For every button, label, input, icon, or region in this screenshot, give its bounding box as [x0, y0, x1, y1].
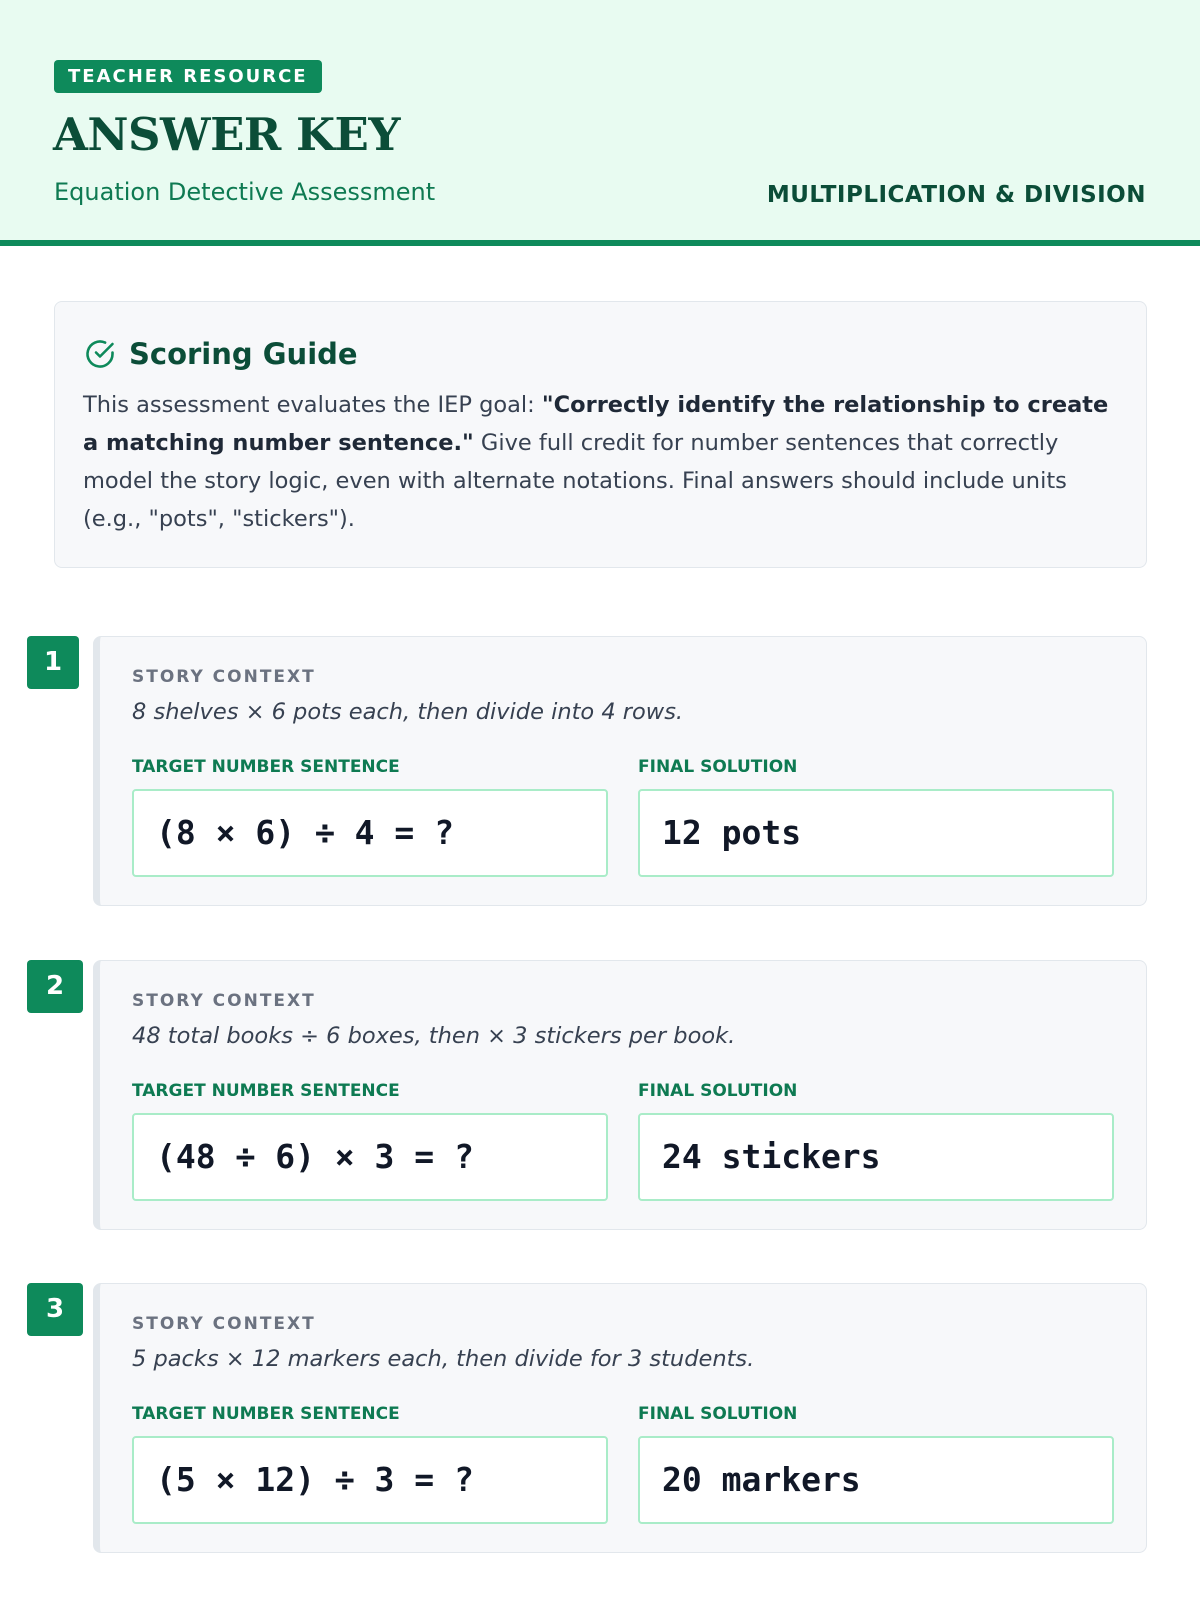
page-header: [0, 0, 1200, 246]
final-solution-label: FINAL SOLUTION: [638, 757, 798, 777]
story-context-text: 48 total books ÷ 6 boxes, then × 3 stickers per book.: [132, 1023, 736, 1049]
page-subtitle: Equation Detective Assessment: [54, 178, 436, 206]
question-number-badge: 3: [27, 1283, 83, 1336]
final-solution-answer: 12 pots: [638, 789, 1114, 877]
number-sentence-answer: (48 ÷ 6) × 3 = ?: [132, 1113, 608, 1201]
final-solution-answer: 20 markers: [638, 1436, 1114, 1524]
story-context-text: 8 shelves × 6 pots each, then divide into 4 rows.: [132, 699, 684, 725]
final-solution-label: FINAL SOLUTION: [638, 1081, 798, 1101]
question-number-badge: 1: [27, 636, 79, 689]
check-circle-icon: [83, 337, 117, 371]
final-solution-answer: 24 stickers: [638, 1113, 1114, 1201]
resource-badge: TEACHER RESOURCE: [54, 60, 322, 93]
scoring-guide-title: Scoring Guide: [129, 337, 358, 371]
question-card: [93, 960, 1147, 1230]
topic-label: MULTIPLICATION & DIVISION: [766, 182, 1146, 208]
number-sentence-answer: (8 × 6) ÷ 4 = ?: [132, 789, 608, 877]
question-card: [93, 1283, 1147, 1553]
story-context-label: STORY CONTEXT: [132, 991, 316, 1011]
target-sentence-label: TARGET NUMBER SENTENCE: [132, 1404, 400, 1424]
story-context-text: 5 packs × 12 markers each, then divide for 3 students.: [132, 1346, 755, 1372]
scoring-guide-heading: [83, 336, 358, 372]
question-number-badge: 2: [27, 960, 83, 1013]
scoring-text-intro: This assessment evaluates the IEP goal:: [83, 392, 542, 418]
final-solution-label: FINAL SOLUTION: [638, 1404, 798, 1424]
question-card: [93, 636, 1147, 906]
story-context-label: STORY CONTEXT: [132, 1314, 316, 1334]
target-sentence-label: TARGET NUMBER SENTENCE: [132, 1081, 400, 1101]
scoring-text-instructions: Give full credit for number sentences that correctly model the story logic, even with alternate notations. Final answers should include units (e.g., "pots", "stickers").: [83, 430, 1067, 532]
target-sentence-label: TARGET NUMBER SENTENCE: [132, 757, 400, 777]
page-title: ANSWER KEY: [53, 108, 400, 161]
scoring-guide-panel: [54, 301, 1147, 568]
iep-goal-quote: "Correctly identify the relationship to create a matching number sentence.": [83, 392, 1109, 456]
scoring-guide-text: [83, 386, 1123, 538]
story-context-label: STORY CONTEXT: [132, 667, 316, 687]
number-sentence-answer: (5 × 12) ÷ 3 = ?: [132, 1436, 608, 1524]
